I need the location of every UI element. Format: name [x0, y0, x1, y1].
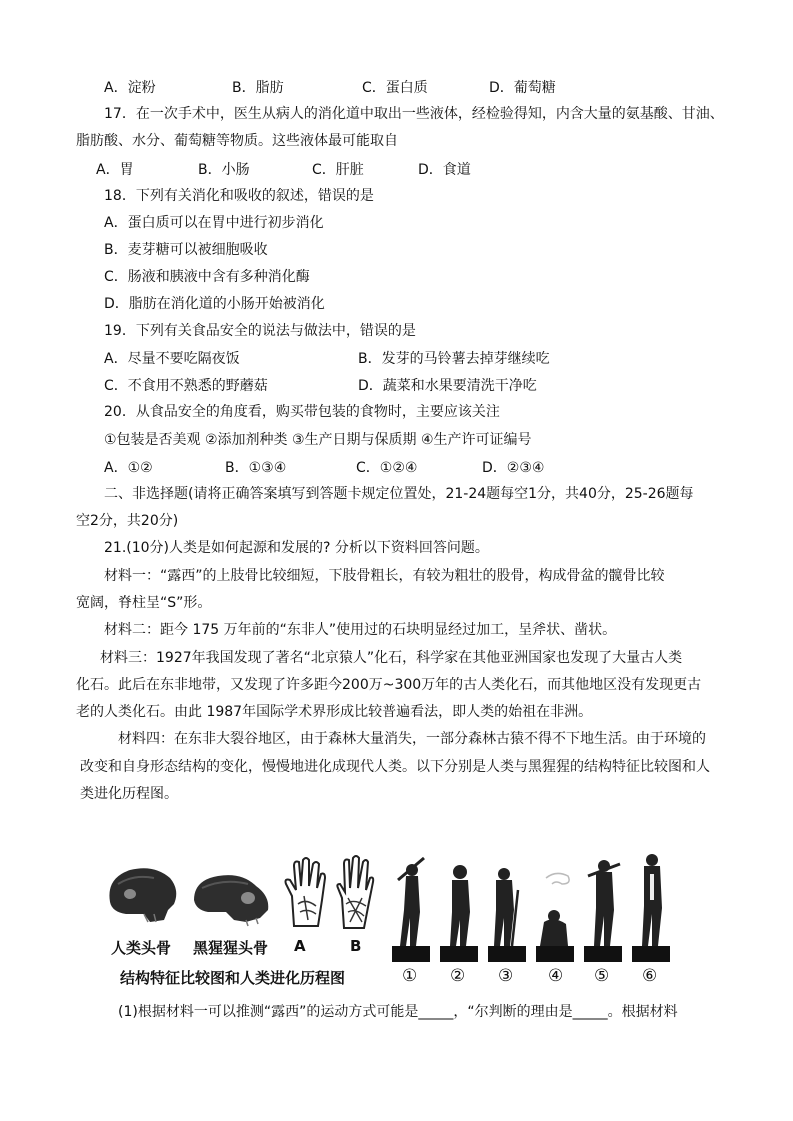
- q19-option-a: A．尽量不要吃隔夜饭: [104, 351, 240, 367]
- evolution-stage-6-image: [628, 850, 674, 962]
- q17-stem-line2: 脂肪酸、水分、葡萄糖等物质。这些液体最可能取自: [76, 133, 398, 149]
- q19-option-d: D．蔬菜和水果要清洗干净吃: [358, 378, 537, 394]
- q18-option-a: A．蛋白质可以在胃中进行初步消化: [104, 215, 324, 231]
- hand-b-label: B: [350, 937, 362, 955]
- q17-option-d: D．食道: [418, 162, 471, 178]
- q21-sub1: (1)根据材料一可以推测“露西”的运动方式可能是_____，“尔判断的理由是_____。根据材料: [118, 1004, 678, 1020]
- evolution-stage-4-image: [532, 850, 578, 962]
- evolution-stage-1-image: [388, 850, 434, 962]
- evolution-stage-5-image: [580, 850, 626, 962]
- hand-a-label: A: [294, 937, 306, 955]
- q21-material3-line2: 化石。此后在东非地带，又发现了许多距今200万~300万年的古人类化石，而其他地区没有发现更古: [76, 677, 702, 693]
- q17-option-a: A．胃: [96, 162, 134, 178]
- q20-stem: 20．从食品安全的角度看，购买带包装的食物时，主要应该关注: [104, 404, 500, 420]
- q20-option-c: C．①②④: [356, 460, 418, 476]
- evolution-stage-5-label: ⑤: [594, 966, 610, 986]
- q20-items: ①包装是否美观 ②添加剂种类 ③生产日期与保质期 ④生产许可证编号: [104, 432, 532, 448]
- q16-option-a: A．淀粉: [104, 80, 156, 96]
- q17-option-b: B．小肠: [198, 162, 250, 178]
- q21-material4-line2: 改变和自身形态结构的变化，慢慢地进化成现代人类。以下分别是人类与黑猩猩的结构特征比较图和人: [80, 759, 710, 775]
- q21-material2: 材料二：距今 175 万年前的“东非人”使用过的石块明显经过加工，呈斧状、凿状。: [104, 622, 617, 638]
- q21-material4-line3: 类进化历程图。: [80, 786, 178, 802]
- q21-material4-line1: 材料四：在东非大裂谷地区，由于森林大量消失，一部分森林古猿不得不下地生活。由于环境的: [118, 731, 706, 747]
- evolution-stage-3-image: [484, 850, 530, 962]
- q16-option-b: B．脂肪: [232, 80, 284, 96]
- evolution-stage-2-image: [436, 850, 482, 962]
- human-skull-label: 人类头骨: [111, 939, 172, 957]
- human-skull-image: [104, 864, 182, 926]
- q20-option-d: D．②③④: [482, 460, 545, 476]
- q20-option-a: A．①②: [104, 460, 153, 476]
- evolution-stage-3-label: ③: [498, 966, 514, 986]
- q18-option-b: B．麦芽糖可以被细胞吸收: [104, 242, 268, 258]
- evolution-stage-2-label: ②: [450, 966, 466, 986]
- q21-material1-line2: 宽阔，脊柱呈“S”形。: [76, 595, 212, 611]
- chimp-skull-label: 黑猩猩头骨: [193, 939, 269, 957]
- q21-material3-line1: 材料三：1927年我国发现了著名“北京猿人”化石，科学家在其他亚洲国家也发现了大量古人类: [100, 650, 683, 666]
- chimp-skull-image: [190, 866, 274, 928]
- q17-option-c: C．肝脏: [312, 162, 364, 178]
- figure-caption: 结构特征比较图和人类进化历程图: [120, 969, 346, 987]
- evolution-stage-4-label: ④: [548, 966, 564, 986]
- evolution-stage-1-label: ①: [402, 966, 418, 986]
- q18-option-d: D．脂肪在消化道的小肠开始被消化: [104, 296, 325, 312]
- q18-option-c: C．肠液和胰液中含有多种消化酶: [104, 269, 310, 285]
- q21-stem: 21.(10分)人类是如何起源和发展的? 分析以下资料回答问题。: [104, 540, 489, 556]
- q16-option-d: D．葡萄糖: [489, 80, 556, 96]
- evolution-stage-6-label: ⑥: [642, 966, 658, 986]
- q19-option-b: B．发芽的马铃薯去掉芽继续吃: [358, 351, 550, 367]
- section2-header-line2: 空2分，共20分): [76, 513, 179, 529]
- hand-b-image: [332, 854, 376, 930]
- q16-option-c: C．蛋白质: [362, 80, 428, 96]
- q17-stem-line1: 17．在一次手术中，医生从病人的消化道中取出一些液体，经检验得知，内含大量的氨基酸、甘油、: [104, 106, 724, 122]
- q19-stem: 19．下列有关食品安全的说法与做法中，错误的是: [104, 323, 416, 339]
- q21-material3-line3: 老的人类化石。由此 1987年国际学术界形成比较普遍看法，即人类的始祖在非洲。: [76, 704, 593, 720]
- q19-option-c: C．不食用不熟悉的野蘑菇: [104, 378, 268, 394]
- hand-a-image: [284, 856, 328, 928]
- q21-material1-line1: 材料一：“露西”的上肢骨比较细短，下肢骨粗长，有较为粗壮的股骨，构成骨盆的髋骨比较: [104, 568, 665, 584]
- q20-option-b: B．①③④: [225, 460, 287, 476]
- section2-header-line1: 二、非选择题(请将正确答案填写到答题卡规定位置处，21-24题每空1分，共40分，25-26题每: [104, 486, 694, 502]
- q18-stem: 18．下列有关消化和吸收的叙述，错误的是: [104, 188, 374, 204]
